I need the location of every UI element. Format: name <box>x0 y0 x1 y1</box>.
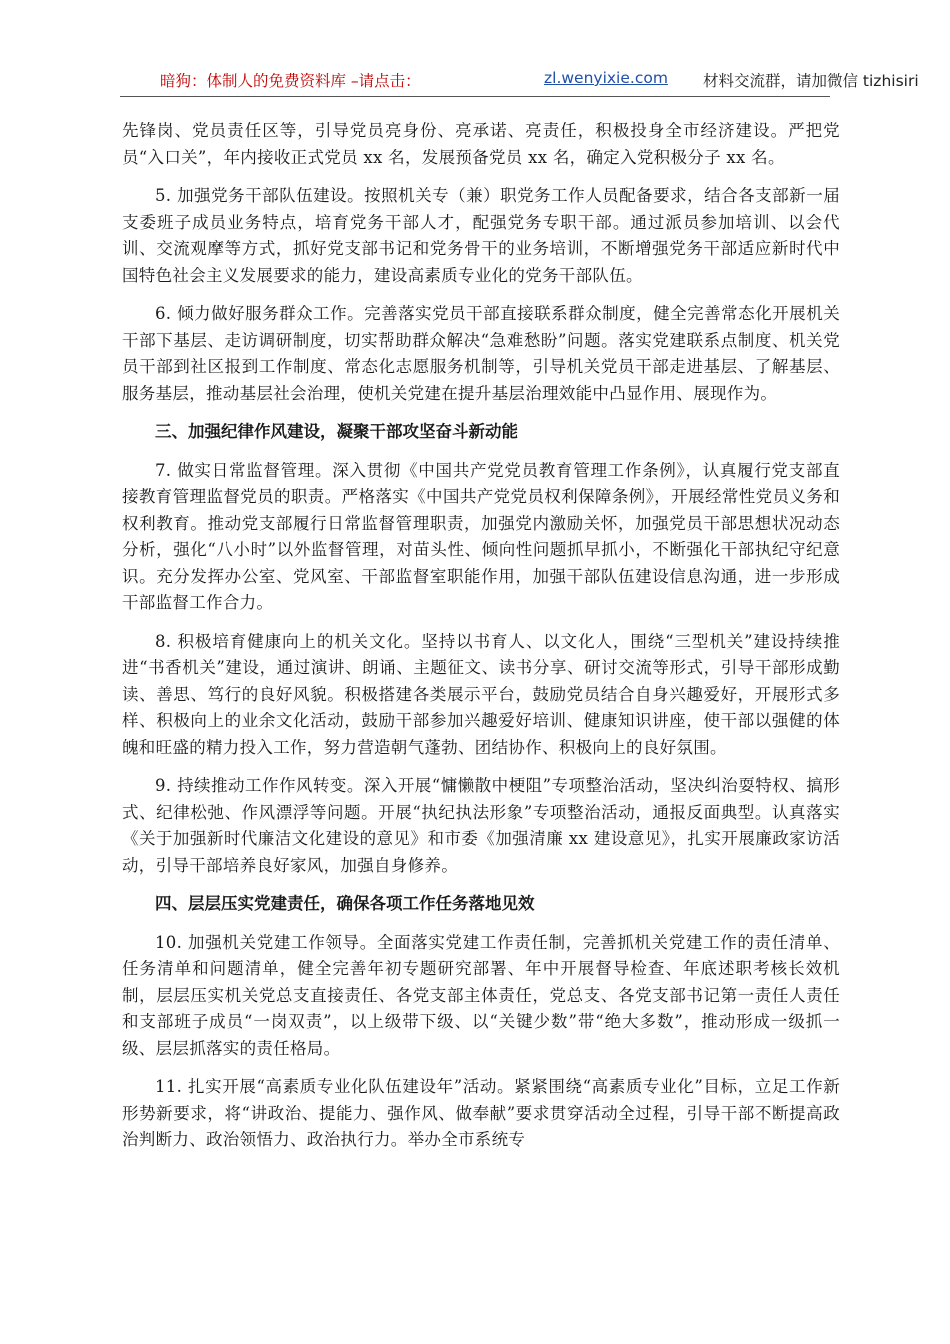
paragraph: 10. 加强机关党建工作领导。全面落实党建工作责任制，完善抓机关党建工作的责任清单、任务清单和问题清单，健全完善年初专题研究部署、年中开展督导检查、年底述职考核长效机制，层层压实机关党总支直接责任、各党支部主体责任，党总支、各党支部书记第一责任人责任和支部班子成员“一岗双责”，以上级带下级、以“关键少数”带“绝大多数”，推动形成一级抓一级、层层抓落实的责任格局。 <box>122 932 840 1058</box>
header-brand: 暗狗：体制人的免费资料库 –请点击： <box>160 72 421 90</box>
section-heading: 四、层层压实党建责任，确保各项工作任务落地见效 <box>155 894 535 913</box>
paragraph: 9. 持续推动工作作风转变。深入开展“慵懒散中梗阻”专项整治活动，坚决纠治耍特权、搞形式、纪律松弛、作风漂浮等问题。开展“执纪执法形象”专项整治活动，通报反面典型。认真落实《关于加强新时代廉洁文化建设的意见》和市委《加强清廉 xx 建设意见》，扎实开展廉政家访活动，引导干部培养良好家风，加强自身修养。 <box>122 776 840 875</box>
section-heading: 三、加强纪律作风建设，凝聚干部攻坚奋斗新动能 <box>155 422 518 441</box>
header-divider <box>120 96 830 97</box>
paragraph: 5. 加强党务干部队伍建设。按照机关专（兼）职党务工作人员配备要求，结合各支部新一届支委班子成员业务特点，培育党务干部人才，配强党务专职干部。通过派员参加培训、以会代训、交流观摩等方式，抓好党支部书记和党务骨干的业务培训，不断增强党务干部适应新时代中国特色社会主义发展要求的能力，建设高素质专业化的党务干部队伍。 <box>122 186 840 285</box>
document-body <box>122 118 840 1166</box>
header-link[interactable]: zl.wenyixie.com <box>544 69 668 87</box>
paragraph: 8. 积极培育健康向上的机关文化。坚持以书育人、以文化人，围绕“三型机关”建设持续推进“书香机关”建设，通过演讲、朗诵、主题征文、读书分享、研讨交流等形式，引导干部形成勤读、善思、笃行的良好风貌。积极搭建各类展示平台，鼓励党员结合自身兴趣爱好，开展形式多样、积极向上的业余文化活动，鼓励干部参加兴趣爱好培训、健康知识讲座，使干部以强健的体魄和旺盛的精力投入工作，努力营造朝气蓬勃、团结协作、积极向上的良好氛围。 <box>122 631 840 757</box>
page-header <box>120 62 919 96</box>
paragraph: 先锋岗、党员责任区等，引导党员亮身份、亮承诺、亮责任，积极投身全市经济建设。严把党员“入口关”，年内接收正式党员 xx 名，发展预备党员 xx 名，确定入党积极分子 xx 名。 <box>122 121 840 167</box>
paragraph: 11. 扎实开展“高素质专业化队伍建设年”活动。紧紧围绕“高素质专业化”目标，立足工作新形势新要求，将“讲政治、提能力、强作风、做奉献”要求贯穿活动全过程，引导干部不断提高政治判断力、政治领悟力、政治执行力。举办全市系统专 <box>122 1077 840 1149</box>
header-wechat: 材料交流群，请加微信 tizhisiri <box>703 72 919 90</box>
paragraph: 7. 做实日常监督管理。深入贯彻《中国共产党党员教育管理工作条例》，认真履行党支部直接教育管理监督党员的职责。严格落实《中国共产党党员权利保障条例》，开展经常性党员义务和权利教育。推动党支部履行日常监督管理职责，加强党内激励关怀，加强党员干部思想状况动态分析，强化“八小时”以外监督管理，对苗头性、倾向性问题抓早抓小，不断强化干部执纪守纪意识。充分发挥办公室、党风室、干部监督室职能作用，加强干部队伍建设信息沟通，进一步形成干部监督工作合力。 <box>122 460 840 612</box>
paragraph: 6. 倾力做好服务群众工作。完善落实党员干部直接联系群众制度，健全完善常态化开展机关干部下基层、走访调研制度，切实帮助群众解决“急难愁盼”问题。落实党建联系点制度、机关党员干部到社区报到工作制度、常态化志愿服务机制等，引导机关党员干部走进基层、了解基层、服务基层，推动基层社会治理，使机关党建在提升基层治理效能中凸显作用、展现作为。 <box>122 304 840 403</box>
